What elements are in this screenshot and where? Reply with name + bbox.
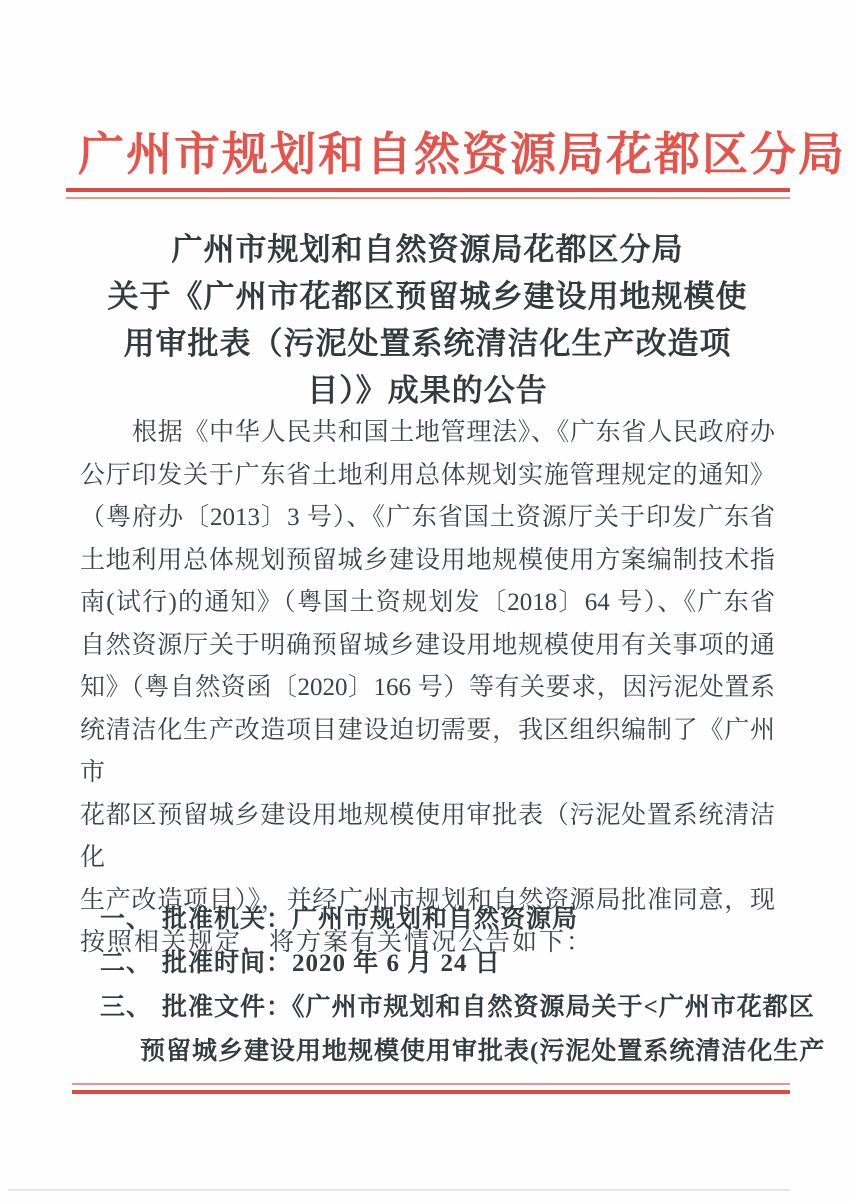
- body-line: 生产改造项目）》，并经广州市规划和自然资源局批准同意，现: [80, 886, 775, 914]
- document-title-line-2: 关于《广州市花都区预留城乡建设用地规模使: [107, 279, 748, 314]
- approval-info-list: [80, 898, 826, 1074]
- body-line: 统清洁化生产改造项目建设迫切需要，我区组织编制了《广州市: [80, 716, 775, 786]
- list-item-text: 批准机关：广州市规划和自然资源局: [162, 906, 579, 933]
- body-line: 按照相关规定，将方案有关情况公告如下：: [80, 929, 594, 956]
- footer-divider-thin-line: [72, 1083, 790, 1085]
- footer-divider: [72, 1083, 790, 1094]
- list-item-text: 批准文件：《广州市规划和自然资源局关于<广州市花都区: [162, 994, 815, 1021]
- body-line: 知》（粤自然资函〔2020〕166 号）等有关要求，因污泥处置系: [80, 674, 775, 701]
- list-item-number: 二、: [100, 950, 153, 977]
- list-item-approval-document: [80, 986, 820, 1030]
- letterhead-divider-thick-line: [66, 188, 790, 192]
- document-title: [80, 226, 775, 414]
- body-line: 土地利用总体规划预留城乡建设用地规模使用方案编制技术指: [80, 546, 775, 574]
- body-line: 根据《中华人民共和国土地管理法》、《广东省人民政府办: [132, 419, 775, 446]
- list-item-text: 预留城乡建设用地规模使用审批表(污泥处置系统清洁化生产: [140, 1038, 826, 1065]
- list-item-approval-date: [80, 942, 820, 986]
- list-item-number: 三、: [100, 994, 153, 1021]
- document-title-line-3: 用审批表（污泥处置系统清洁化生产改造项: [123, 326, 732, 361]
- body-line: 花都区预留城乡建设用地规模使用审批表（污泥处置系统清洁化: [80, 801, 775, 871]
- letterhead-divider: [66, 188, 790, 199]
- list-item-text: 批准时间：2020 年 6 月 24 日: [162, 950, 501, 977]
- page-bottom-shadow: [8, 1189, 790, 1191]
- list-item-approval-document-continued: [80, 1030, 826, 1074]
- letterhead-title: 广州市规划和自然资源局花都区分局: [78, 129, 846, 180]
- document-title-line-4: 目）》成果的公告: [307, 373, 548, 408]
- list-item-number: 一、: [100, 906, 153, 933]
- list-item-approval-authority: [80, 898, 820, 942]
- body-line: 南(试行)的通知》（粤国土资规划发〔2018〕64 号）、《广东省: [80, 589, 775, 616]
- letterhead-divider-thin-line: [66, 197, 790, 199]
- body-line: 公厅印发关于广东省土地利用总体规划实施管理规定的通知》: [80, 461, 775, 489]
- announcement-body: [80, 412, 775, 965]
- document-title-line-1: 广州市规划和自然资源局花都区分局: [171, 232, 684, 267]
- body-line: （粤府办〔2013〕3 号）、《广东省国土资源厅关于印发广东省: [80, 504, 775, 531]
- footer-divider-thick-line: [72, 1090, 790, 1094]
- body-line: 自然资源厅关于明确预留城乡建设用地规模使用有关事项的通: [80, 631, 775, 659]
